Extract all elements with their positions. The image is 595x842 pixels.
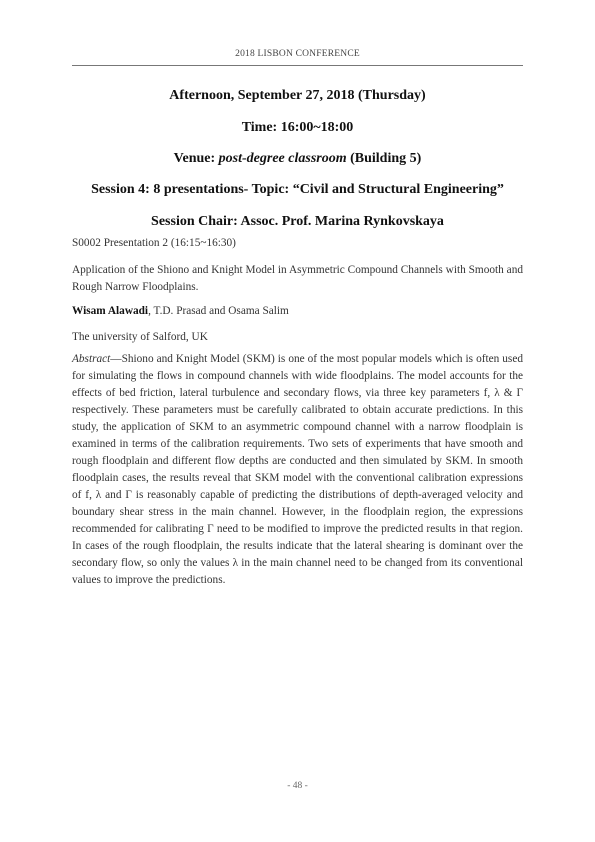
venue-building: (Building 5)	[346, 151, 422, 166]
session-time: Time: 16:00~18:00	[241, 120, 354, 135]
presentation-authors	[72, 303, 523, 320]
venue-prefix: Venue:	[173, 151, 219, 166]
co-authors: , T.D. Prasad and Osama Salim	[148, 305, 289, 317]
lead-author: Wisam Alawadi	[72, 305, 149, 317]
venue-place: post-degree classroom	[218, 151, 347, 166]
abstract-body: —Shiono and Knight Model (SKM) is one of the most popular models which is often used for simulating the flows in compound channels with wide floodplains. The model accounts for the effects of bed friction, lateral turbulence and secondary flows, via three key parameters f, λ & Γ respectively. These parameters must be carefully calibrated to obtain accurate predictions. In this study, the application of SKM to an asymmetric compound channel with a narrow floodplain is examined in terms of the calibration requirements. Two sets of experiments that have smooth and rough floodplain and different flow depths are conducted and then simulated by SKM. In smooth floodplain cases, the results reveal that SKM model with the conventional calibration expressions of f, λ and Γ is reasonably capable of predicting the distributions of depth-averaged velocity and boundary shear stress in the main channel. However, in the floodplain region, the expressions recommended for calibrating Γ need to be modified to improve the predicted results in that region. In cases of the rough floodplain, the results indicate that the lateral shearing is dominant over the secondary flow, so only the values λ in the main channel need to be changed from its conventional values to improve the predictions.	[72, 353, 523, 586]
page-number: - 48 -	[287, 781, 308, 791]
running-header: 2018 LISBON CONFERENCE	[235, 49, 360, 59]
presentation-title: Application of the Shiono and Knight Model in Asymmetric Compound Channels with Smooth and Rough Narrow Floodplains.	[72, 264, 523, 293]
session-topic: Session 4: 8 presentations- Topic: “Civil and Structural Engineering”	[91, 182, 504, 197]
session-date: Afternoon, September 27, 2018 (Thursday)	[169, 88, 426, 103]
session-venue	[72, 151, 523, 167]
abstract	[72, 351, 523, 589]
abstract-label: Abstract	[72, 353, 111, 365]
session-chair: Session Chair: Assoc. Prof. Marina Rynkovskaya	[151, 214, 444, 229]
presentation-id: S0002 Presentation 2 (16:15~16:30)	[72, 237, 236, 249]
header-divider	[72, 65, 523, 66]
affiliation: The university of Salford, UK	[72, 331, 208, 343]
